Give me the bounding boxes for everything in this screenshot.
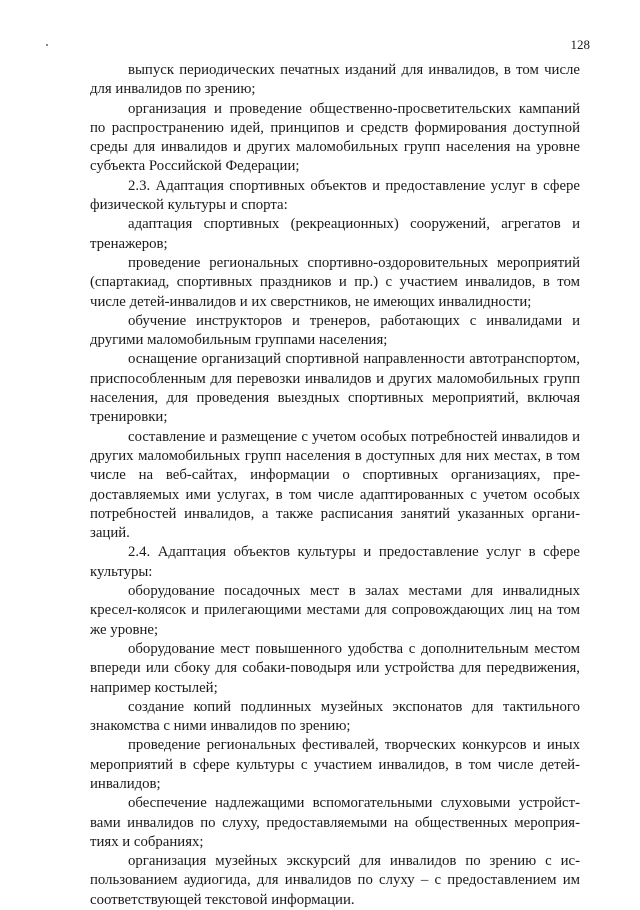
- section-heading-2-4: 2.4. Адаптация объектов культуры и предоставление услуг в сфере культуры:: [90, 544, 580, 580]
- paragraph: выпуск периодических печатных изданий для инвалидов, в том числе для инвалидов по зрению;: [90, 62, 580, 98]
- paragraph: составление и размещение с учетом особых потребностей инвалидов и других маломобильных групп населения в доступных для них местах, в том числе на веб-сайтах, информации о спортивных организациях, предоставляемых ими услугах, в том числе адаптированных с учетом особых потребностей инвалидов, а также расписания занятий указанных организаций.: [90, 428, 580, 542]
- section-heading-2-3: 2.3. Адаптация спортивных объектов и предоставление услуг в сфере физической культуры и спорта:: [90, 177, 580, 214]
- paragraph: оснащение организаций спортивной направленности автотранспортом, приспособленным для перевозки инвалидов и других маломобильных групп населения, для проведения выездных спортивных мероприятий, включая тренировки;: [90, 351, 580, 426]
- paragraph: обеспечение надлежащими вспомогательными слуховыми устройствами инвалидов по слуху, предоставляемыми на общественных мероприятиях и собраниях;: [90, 795, 580, 850]
- scan-speck: [46, 44, 48, 46]
- paragraph: оборудование мест повышенного удобства с дополнительным местом впереди или сбоку для собаки-поводыря или устройства для передвижения, например костылей;: [90, 640, 580, 696]
- paragraph: проведение региональных фестивалей, творческих конкурсов и иных мероприятий в сфере культуры с участием инвалидов, в том числе детей-инвалидов;: [90, 737, 580, 792]
- page-number: 128: [570, 37, 590, 52]
- paragraph: проведение региональных спортивно-оздоровительных мероприятий (спартакиад, спортивных праздников и пр.) с участием инвалидов, в том числе детей-инвалидов и их сверстников, не имеющих инвалидности;: [90, 254, 580, 310]
- paragraph: организация музейных экскурсий для инвалидов по зрению с использованием аудиогида, для инвалидов по слуху – с предоставлением им соответствующей текстовой информации.: [90, 853, 580, 908]
- paragraph: адаптация спортивных (рекреационных) сооружений, агрегатов и тренажеров;: [90, 216, 580, 252]
- paragraph: оборудование посадочных мест в залах местами для инвалидных кресел-колясок и прилегающими местами для сопровождающих лиц на том же уровне;: [90, 583, 580, 638]
- paragraph: организация и проведение общественно-просветительских кампаний по распространению идей, принципов и средств формирования доступной среды для инвалидов и других маломобильных групп населения на уровне субъекта Российской Федерации;: [90, 100, 580, 175]
- paragraph: создание копий подлинных музейных экспонатов для тактильного знакомства с ними инвалидов по зрению;: [90, 698, 580, 735]
- paragraph: обучение инструкторов и тренеров, работающих с инвалидами и другими маломобильным группами населения;: [90, 312, 580, 349]
- body-text: [90, 61, 580, 910]
